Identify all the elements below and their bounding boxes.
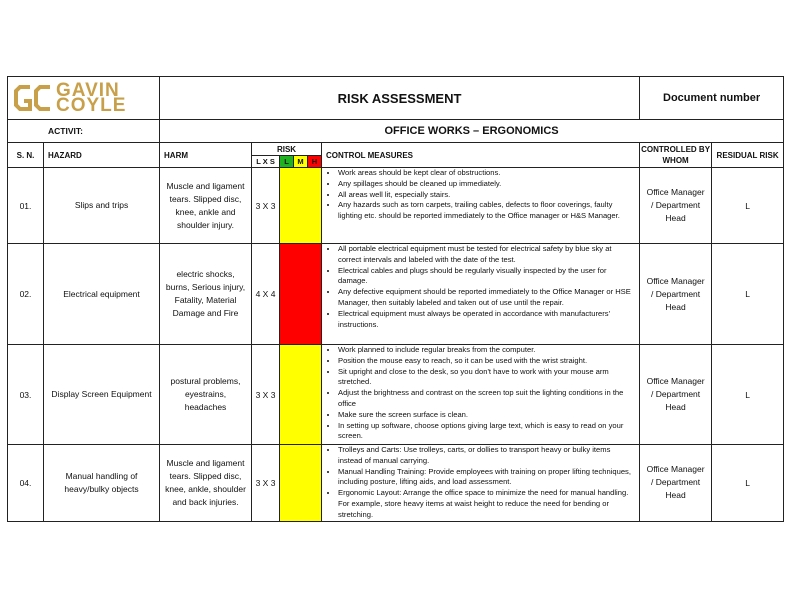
company-logo [8,77,159,119]
row-controlled-by: Office Manager / Department Head [640,244,712,345]
control-item: • Any spillages should be cleaned up immediately. [338,179,636,190]
column-header-row [8,143,784,156]
row-control-measures [322,345,640,445]
row-residual-risk: L [712,168,784,244]
header-row [8,77,784,120]
logo-wordmark [56,80,127,116]
control-item: • Trolleys and Carts: Use trolleys, carts, or dollies to transport heavy or bulky items instead of manual carrying. [338,445,636,467]
row-control-measures [322,445,640,522]
row-risk-level-color [280,168,322,244]
row-harm: electric shocks, burns, Serious injury, Fatality, Material Damage and Fire [160,244,252,345]
page-title: RISK ASSESSMENT [160,77,640,120]
row-lxs: 3 X 3 [252,168,280,244]
risk-level-l: L [280,156,294,168]
row-control-measures [322,168,640,244]
row-risk-level-color [280,345,322,445]
col-control-header: CONTROL MEASURES [322,143,640,168]
row-harm: Muscle and ligament tears. Slipped disc, knee, ankle and shoulder injury. [160,168,252,244]
row-residual-risk: L [712,345,784,445]
control-item: • Manual Handling Training: Provide employees with training on proper lifting techniques, including posture, lifting aids, and load assessment. [338,467,636,489]
row-residual-risk: L [712,445,784,522]
gc-logo-mark-icon [14,83,52,113]
row-sn: 04. [8,445,44,522]
row-hazard: Manual handling of heavy/bulky objects [44,445,160,522]
table-row [8,445,784,522]
control-item: • Adjust the brightness and contrast on the screen top suit the lighting conditions in the office [338,388,636,410]
row-risk-level-color [280,445,322,522]
row-sn: 02. [8,244,44,345]
activity-row [8,120,784,143]
col-residual-header: RESIDUAL RISK [712,143,784,168]
table-row [8,244,784,345]
control-item: • Sit upright and close to the desk, so you don't have to work with your mouse arm stretched. [338,367,636,389]
row-control-measures [322,244,640,345]
row-controlled-by: Office Manager / Department Head [640,345,712,445]
control-list [322,244,639,330]
logo-cell [8,77,160,120]
row-controlled-by: Office Manager / Department Head [640,445,712,522]
row-lxs: 3 X 3 [252,345,280,445]
row-hazard: Slips and trips [44,168,160,244]
row-harm: postural problems, eyestrains, headaches [160,345,252,445]
logo-line-1: GAVIN [56,80,120,101]
control-item: • All portable electrical equipment must be tested for electrical safety by blue sky at correct intervals and labeled with the date of the test. [338,244,636,266]
risk-assessment-table [7,76,784,522]
control-item: • Position the mouse easy to reach, so it can be used with the wrist straight. [338,356,636,367]
control-item: • Electrical cables and plugs should be regularly visually inspected by the user for damage. [338,266,636,288]
control-item: • Work areas should be kept clear of obstructions. [338,168,636,179]
control-item: • Electrical equipment must always be operated in accordance with manufacturers' instructions. [338,309,636,331]
col-risk-header: RISK [252,143,322,156]
control-item: • In setting up software, choose options giving large text, which is easy to read on your screen. [338,421,636,443]
control-item: • Any hazards such as torn carpets, trailing cables, defects to floor coverings, faulty lighting etc. should be reported immediately to the Office manager or H&S Manager. [338,200,636,222]
risk-level-h: H [308,156,322,168]
activity-label: ACTIVIT: [8,120,160,143]
control-item: • Ergonomic Layout: Arrange the office space to minimize the need for manual handling. For example, store heavy items at waist height to reduce the need for bending or stretching. [338,488,636,520]
logo-line-2: COYLE [56,95,127,116]
control-item: • Make sure the screen surface is clean. [338,410,636,421]
row-sn: 03. [8,345,44,445]
table-row [8,345,784,445]
row-hazard: Electrical equipment [44,244,160,345]
row-hazard: Display Screen Equipment [44,345,160,445]
control-item: • Work planned to include regular breaks from the computer. [338,345,636,356]
row-sn: 01. [8,168,44,244]
col-hazard-header: HAZARD [44,143,160,168]
table-row [8,168,784,244]
control-item: • All areas well lit, especially stairs. [338,190,636,201]
col-harm-header: HARM [160,143,252,168]
row-controlled-by: Office Manager / Department Head [640,168,712,244]
row-lxs: 4 X 4 [252,244,280,345]
col-lxs-header: L X S [252,156,280,168]
control-list [322,168,639,222]
risk-assessment-sheet [7,76,783,522]
row-lxs: 3 X 3 [252,445,280,522]
control-list [322,345,639,442]
row-risk-level-color [280,244,322,345]
col-controlled-by-header: CONTROLLED BY WHOM [640,143,712,168]
document-number-label: Document number [640,77,784,120]
row-residual-risk: L [712,244,784,345]
control-item: • Any defective equipment should be reported immediately to the Office Manager or HSE Manager, then suitably labeled and taken out of use until the repair. [338,287,636,309]
control-list [322,445,639,521]
activity-value: OFFICE WORKS – ERGONOMICS [160,120,784,143]
risk-level-m: M [294,156,308,168]
col-sn-header: S. N. [8,143,44,168]
row-harm: Muscle and ligament tears. Slipped disc, knee, ankle, shoulder and back injuries. [160,445,252,522]
